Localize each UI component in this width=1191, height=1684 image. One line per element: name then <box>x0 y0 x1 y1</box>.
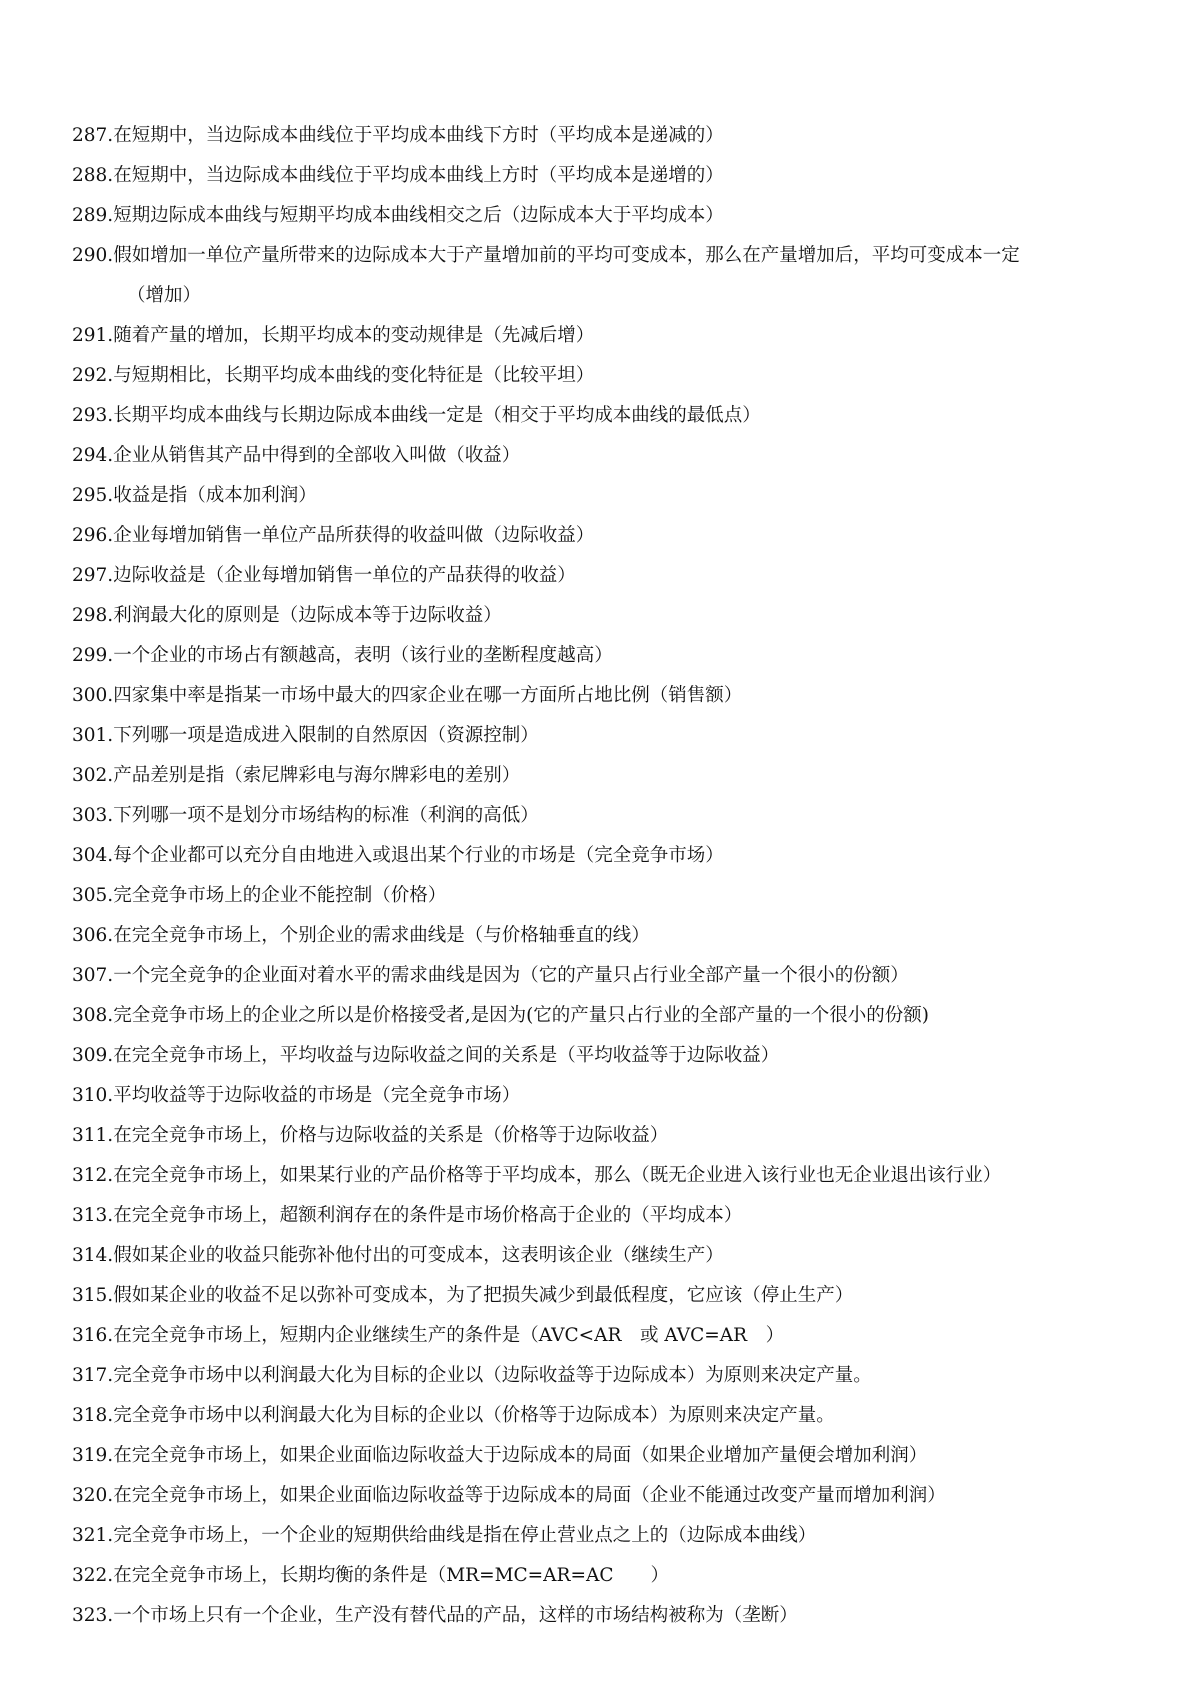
question-318: 318.完全竞争市场中以利润最大化为目标的企业以（价格等于边际成本）为原则来决定产量。 <box>72 1405 835 1426</box>
question-302: 302.产品差别是指（索尼牌彩电与海尔牌彩电的差别） <box>72 765 521 786</box>
question-319: 319.在完全竞争市场上，如果企业面临边际收益大于边际成本的局面（如果企业增加产量便会增加利润） <box>72 1445 928 1466</box>
question-300: 300.四家集中率是指某一市场中最大的四家企业在哪一方面所占地比例（销售额） <box>72 685 743 706</box>
question-304: 304.每个企业都可以充分自由地进入或退出某个行业的市场是（完全竞争市场） <box>72 845 724 866</box>
question-313: 313.在完全竞争市场上，超额利润存在的条件是市场价格高于企业的（平均成本） <box>72 1205 743 1226</box>
question-309: 309.在完全竞争市场上，平均收益与边际收益之间的关系是（平均收益等于边际收益） <box>72 1045 780 1066</box>
continuation-text: （增加） <box>127 285 202 306</box>
question-291: 291.随着产量的增加，长期平均成本的变动规律是（先减后增） <box>72 325 595 346</box>
question-310: 310.平均收益等于边际收益的市场是（完全竞争市场） <box>72 1085 521 1106</box>
question-301: 301.下列哪一项是造成进入限制的自然原因（资源控制） <box>72 725 539 746</box>
question-311: 311.在完全竞争市场上，价格与边际收益的关系是（价格等于边际收益） <box>72 1125 669 1146</box>
question-320: 320.在完全竞争市场上，如果企业面临边际收益等于边际成本的局面（企业不能通过改变产量而增加利润） <box>72 1485 946 1506</box>
question-315: 315.假如某企业的收益不足以弥补可变成本，为了把损失减少到最低程度，它应该（停止生产） <box>72 1285 854 1306</box>
question-305: 305.完全竞争市场上的企业不能控制（价格） <box>72 885 447 906</box>
question-295: 295.收益是指（成本加利润） <box>72 485 317 506</box>
question-308: 308.完全竞争市场上的企业之所以是价格接受者,是因为(它的产量只占行业的全部产量的一个很小的份额) <box>72 1005 930 1026</box>
question-294: 294.企业从销售其产品中得到的全部收入叫做（收益） <box>72 445 521 466</box>
question-287: 287.在短期中，当边际成本曲线位于平均成本曲线下方时（平均成本是递减的） <box>72 125 724 146</box>
question-303: 303.下列哪一项不是划分市场结构的标准（利润的高低） <box>72 805 539 826</box>
question-297: 297.边际收益是（企业每增加销售一单位的产品获得的收益） <box>72 565 576 586</box>
question-307: 307.一个完全竞争的企业面对着水平的需求曲线是因为（它的产量只占行业全部产量一个很小的份额） <box>72 965 909 986</box>
question-312: 312.在完全竞争市场上，如果某行业的产品价格等于平均成本，那么（既无企业进入该行业也无企业退出该行业） <box>72 1165 1002 1186</box>
question-298: 298.利润最大化的原则是（边际成本等于边际收益） <box>72 605 502 626</box>
question-323: 323.一个市场上只有一个企业，生产没有替代品的产品，这样的市场结构被称为（垄断） <box>72 1605 798 1626</box>
question-317: 317.完全竞争市场中以利润最大化为目标的企业以（边际收益等于边际成本）为原则来决定产量。 <box>72 1365 872 1386</box>
question-321: 321.完全竞争市场上，一个企业的短期供给曲线是指在停止营业点之上的（边际成本曲线） <box>72 1525 817 1546</box>
question-288: 288.在短期中，当边际成本曲线位于平均成本曲线上方时（平均成本是递增的） <box>72 165 724 186</box>
question-292: 292.与短期相比，长期平均成本曲线的变化特征是（比较平坦） <box>72 365 595 386</box>
question-322: 322.在完全竞争市场上，长期均衡的条件是（MR=MC=AR=AC ） <box>72 1565 669 1586</box>
question-list <box>72 116 1152 1636</box>
question-290-continuation <box>72 276 1152 316</box>
question-314: 314.假如某企业的收益只能弥补他付出的可变成本，这表明该企业（继续生产） <box>72 1245 724 1266</box>
question-293: 293.长期平均成本曲线与长期边际成本曲线一定是（相交于平均成本曲线的最低点） <box>72 405 761 426</box>
question-296: 296.企业每增加销售一单位产品所获得的收益叫做（边际收益） <box>72 525 595 546</box>
question-299: 299.一个企业的市场占有额越高，表明（该行业的垄断程度越高） <box>72 645 613 666</box>
question-316: 316.在完全竞争市场上，短期内企业继续生产的条件是（AVC<AR 或 AVC=AR ） <box>72 1325 785 1346</box>
question-290: 290.假如增加一单位产量所带来的边际成本大于产量增加前的平均可变成本，那么在产量增加后，平均可变成本一定 <box>72 245 1020 266</box>
question-289: 289.短期边际成本曲线与短期平均成本曲线相交之后（边际成本大于平均成本） <box>72 205 724 226</box>
question-306: 306.在完全竞争市场上，个别企业的需求曲线是（与价格轴垂直的线） <box>72 925 650 946</box>
